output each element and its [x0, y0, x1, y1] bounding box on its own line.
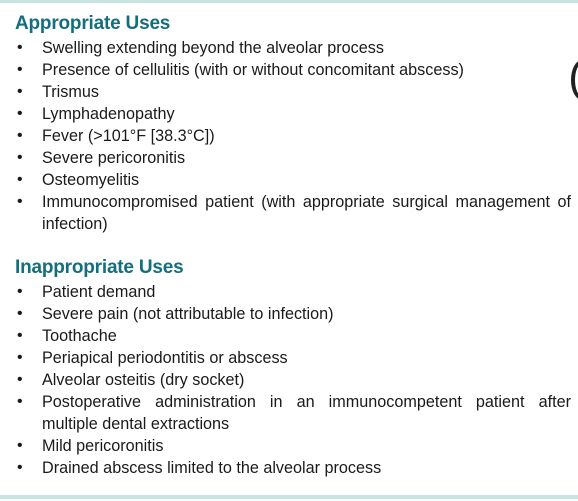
list-item: • Toothache	[17, 327, 117, 345]
list-item: • Drained abscess limited to the alveolar process	[17, 459, 382, 477]
bullet-icon: •	[17, 283, 23, 300]
list-item: • Severe pain (not attributable to infection)	[17, 305, 334, 323]
list-item: • Presence of cellulitis (with or without concomitant abscess)	[17, 61, 464, 79]
bullet-icon: •	[17, 61, 23, 78]
list-item: • Lymphadenopathy	[17, 105, 175, 123]
list-item: • Osteomyelitis	[17, 171, 140, 189]
list-item: • Fever (>101°F [38.3°C])	[17, 127, 215, 145]
bullet-icon: •	[17, 127, 23, 144]
bullet-icon: •	[17, 305, 23, 322]
list-item: • Patient demand	[17, 283, 156, 301]
bullet-icon: •	[17, 193, 23, 210]
list-item: • Severe pericoronitis	[17, 149, 186, 167]
appropriate-uses-heading: Appropriate Uses	[15, 13, 171, 34]
list-item: • Alveolar osteitis (dry socket)	[17, 371, 245, 389]
list-item: • Periapical periodontitis or abscess	[17, 349, 288, 367]
bullet-icon: •	[17, 349, 23, 366]
list-item: • Swelling extending beyond the alveolar process	[17, 39, 384, 57]
inappropriate-uses-list	[15, 281, 571, 479]
list-item: • Trismus	[17, 83, 99, 101]
bullet-icon: •	[17, 105, 23, 122]
top-divider	[0, 0, 578, 3]
bullet-icon: •	[17, 83, 23, 100]
bullet-icon: •	[17, 371, 23, 388]
bullet-icon: •	[17, 437, 23, 454]
bottom-divider	[0, 495, 578, 499]
bullet-icon: •	[17, 393, 23, 410]
inappropriate-uses-section	[15, 257, 571, 479]
list-item: • Postoperative administration in an immunocompetent patient after multiple dental extractions	[17, 393, 571, 433]
appropriate-uses-list	[15, 37, 571, 235]
bullet-icon: •	[17, 149, 23, 166]
inappropriate-uses-heading: Inappropriate Uses	[15, 257, 184, 278]
list-item: • Immunocompromised patient (with appropriate surgical management of infection)	[17, 193, 571, 233]
bullet-icon: •	[17, 39, 23, 56]
bullet-icon: •	[17, 327, 23, 344]
appropriate-uses-section	[15, 13, 571, 235]
edge-graphic	[571, 60, 578, 100]
list-item: • Mild pericoronitis	[17, 437, 164, 455]
bullet-icon: •	[17, 459, 23, 476]
bullet-icon: •	[17, 171, 23, 188]
